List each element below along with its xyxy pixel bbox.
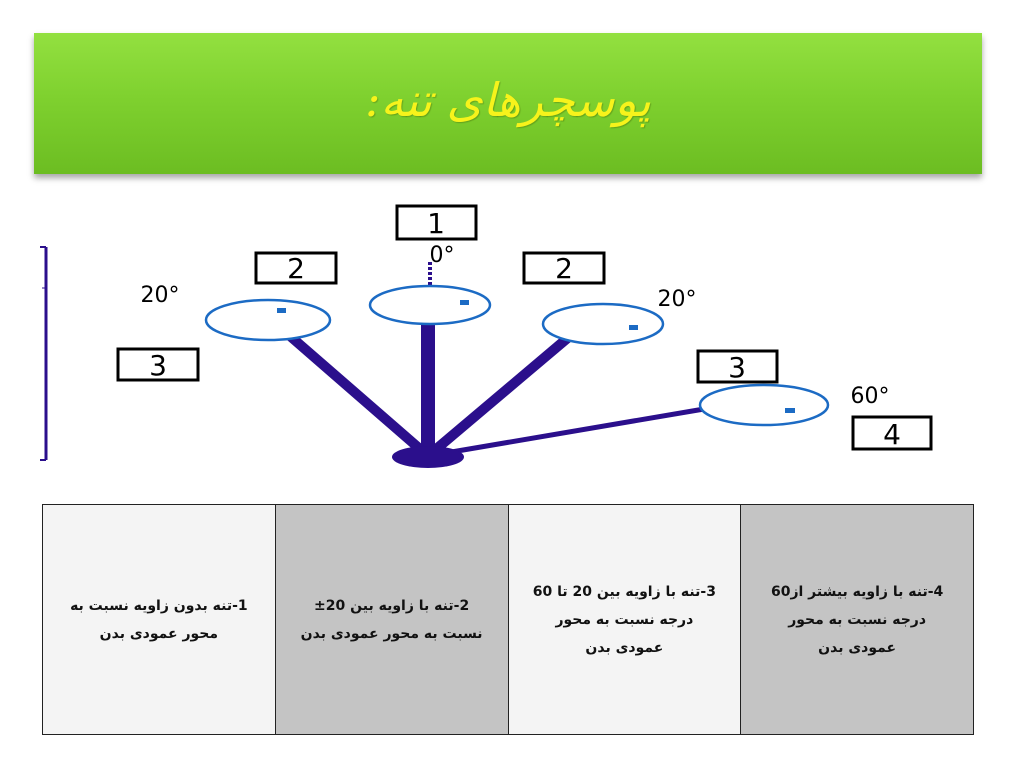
box-label-2-left bbox=[256, 252, 336, 285]
category-table bbox=[42, 504, 974, 735]
svg-text:3: 3 bbox=[728, 351, 746, 384]
table-cell-category-2: 2-تنه با زاویه بین 20± نسبت به محور عمودی بدن bbox=[275, 505, 508, 735]
title-banner bbox=[34, 33, 982, 174]
svg-text:4: 4 bbox=[883, 418, 901, 451]
trunk-segment-right-20-deg bbox=[428, 336, 570, 456]
diagram-svg bbox=[0, 190, 1024, 480]
table-row bbox=[43, 505, 974, 735]
box-label-3-left bbox=[118, 349, 198, 382]
head-right-20 bbox=[543, 304, 663, 344]
svg-text:2: 2 bbox=[555, 252, 573, 285]
table-cell-category-4: 4-تنه با زاویه بیشتر از60 درجه نسبت به محور عمودی بدن bbox=[741, 505, 974, 735]
angle-label-right-20: 20° bbox=[657, 287, 697, 312]
angle-label-left-20: 20° bbox=[140, 283, 180, 308]
head-left-20 bbox=[206, 300, 330, 340]
box-label-1 bbox=[397, 206, 476, 240]
table-cell-category-1: 1-تنه بدون زاویه نسبت به محور عمودی بدن bbox=[43, 505, 276, 735]
trunk-posture-diagram bbox=[0, 190, 1024, 480]
head-center-0 bbox=[370, 286, 490, 324]
hip-joint bbox=[392, 446, 464, 468]
head-60 bbox=[700, 385, 828, 425]
trunk-segment-left-20-deg bbox=[290, 336, 428, 456]
box-label-4 bbox=[853, 417, 931, 451]
angle-label-60: 60° bbox=[850, 384, 890, 409]
posture-category-table bbox=[42, 504, 974, 735]
svg-text:3: 3 bbox=[149, 349, 167, 382]
slide-title: پوسچرهای تنه: bbox=[365, 72, 651, 127]
svg-text:1: 1 bbox=[427, 207, 445, 240]
box-label-3-right bbox=[698, 351, 777, 384]
angle-label-0: 0° bbox=[429, 243, 455, 268]
table-cell-category-3: 3-تنه با زاویه بین 20 تا 60 درجه نسبت به محور عمودی بدن bbox=[508, 505, 741, 735]
svg-text:2: 2 bbox=[287, 252, 305, 285]
box-label-2-right bbox=[524, 252, 604, 285]
